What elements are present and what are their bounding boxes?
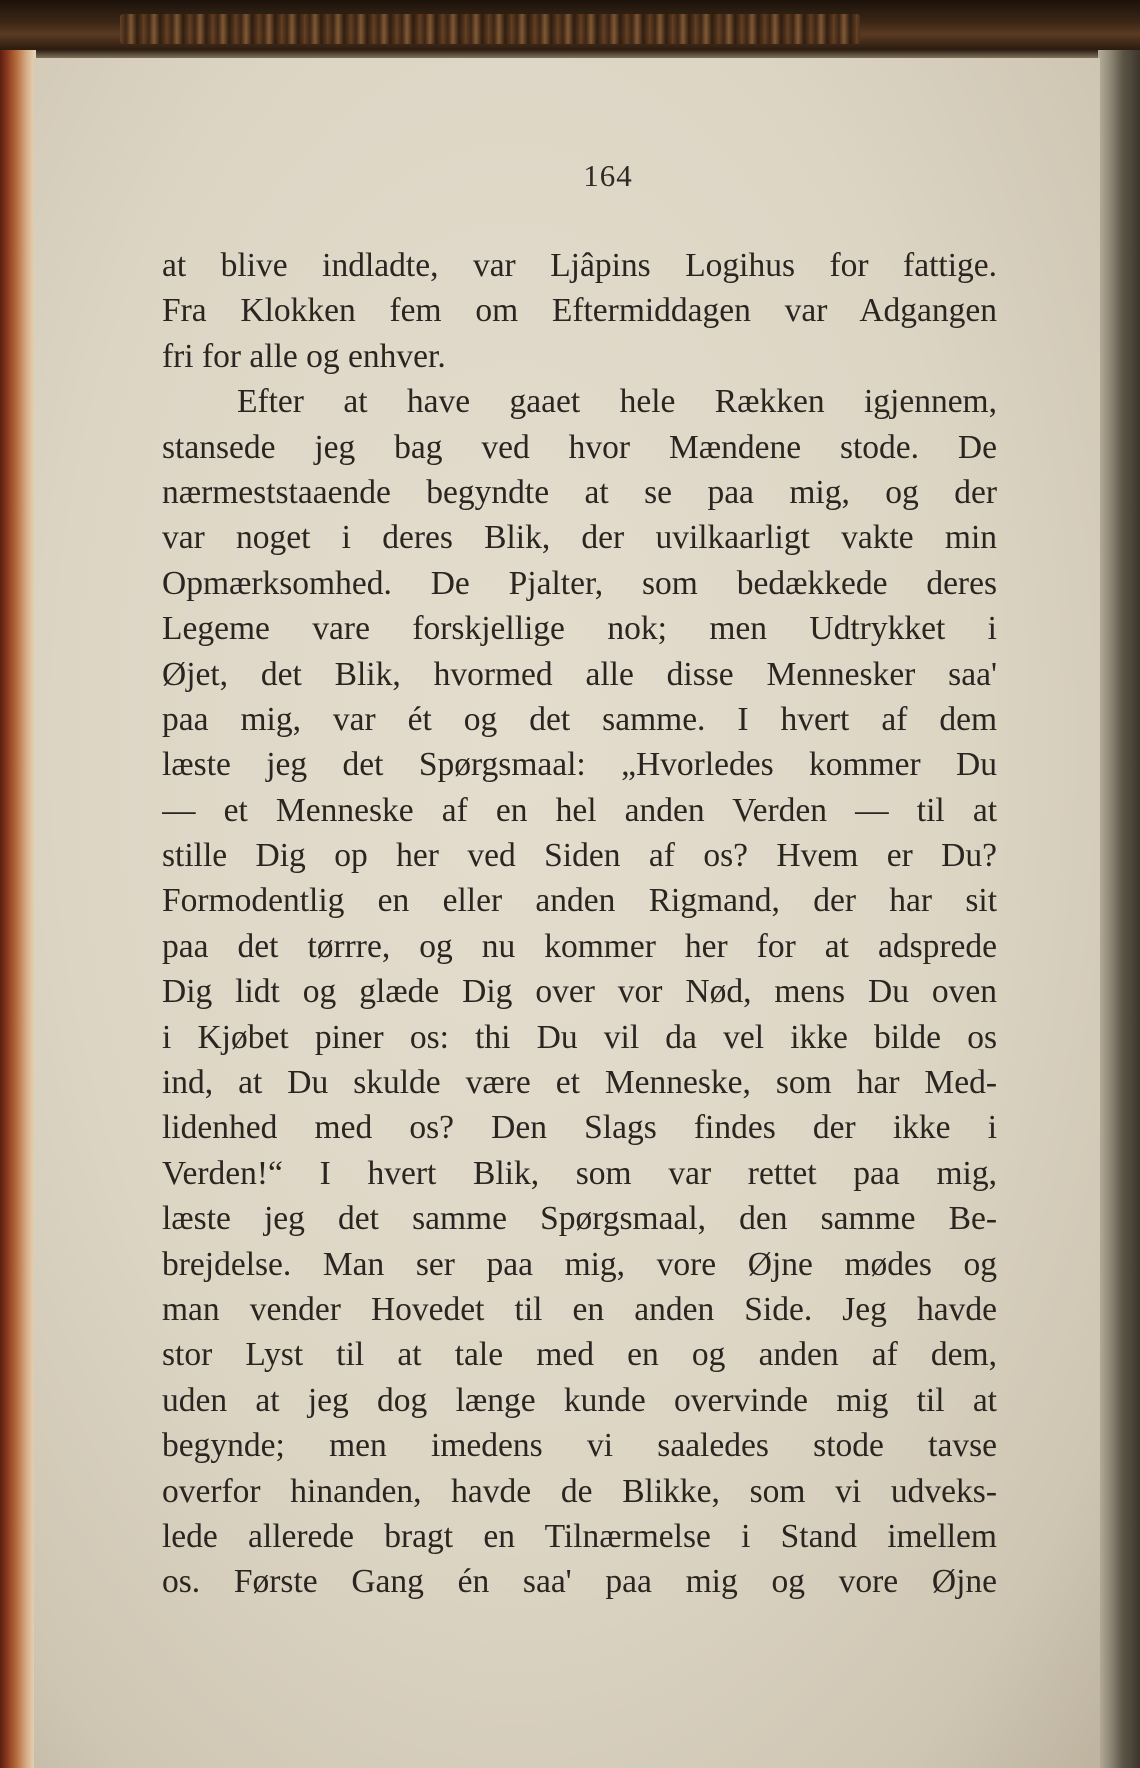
text-line: Dig lidt og glæde Dig over vor Nød, mens Du oven [162,973,997,1011]
text-line: Verden!“ I hvert Blik, som var rettet paa mig, [162,1154,997,1192]
text-line: lede allerede bragt en Tilnærmelse i Stand imellem [162,1517,997,1555]
text-line: overfor hinanden, havde de Blikke, som vi udveks- [162,1472,997,1510]
text-line: Øjet, det Blik, hvormed alle disse Mennesker saa' [162,655,997,693]
page-stack-right-edge [1098,50,1140,1768]
text-line: lidenhed med os? Den Slags findes der ikke i [162,1109,997,1147]
text-line: ind, at Du skulde være et Menneske, som har Med- [162,1064,997,1102]
text-line: at blive indladte, var Ljâpins Logihus for fattige. [162,247,997,284]
text-line: Efter at have gaaet hele Rækken igjennem, [237,383,997,421]
text-line: Fra Klokken fem om Eftermiddagen var Adgangen [162,292,997,330]
text-line: stille Dig op her ved Siden af os? Hvem er Du? [162,837,997,875]
page-number: 164 [583,158,633,193]
text-line: begynde; men imedens vi saaledes stode tavse [162,1427,997,1465]
text-line: paa mig, var ét og det samme. I hvert af dem [162,700,997,738]
text-line: fri for alle og enhver. [162,337,446,375]
text-line: man vender Hovedet til en anden Side. Jeg havde [162,1290,997,1328]
text-line: brejdelse. Man ser paa mig, vore Øjne mødes og [162,1245,997,1283]
binding-texture [120,14,860,44]
body-text [162,243,997,1605]
text-line: — et Menneske af en hel anden Verden — til at [162,791,997,829]
text-line: uden at jeg dog længe kunde overvinde mig til at [162,1381,997,1419]
text-line: læste jeg det Spørgsmaal: „Hvorledes kommer Du [162,746,997,784]
text-line: Formodentlig en eller anden Rigmand, der har sit [162,882,997,920]
text-line: nærmeststaaende begyndte at se paa mig, og der [162,473,997,511]
text-line: i Kjøbet piner os: thi Du vil da vel ikke bilde os [162,1018,997,1056]
book-binding-top [0,0,1140,62]
book-spine-left-edge [0,50,36,1768]
text-line: stor Lyst til at tale med en og anden af dem, [162,1336,997,1374]
text-line: stansede jeg bag ved hvor Mændene stode. De [162,428,997,466]
text-line: læste jeg det samme Spørgsmaal, den samme Be- [162,1200,997,1238]
text-line: Legeme vare forskjellige nok; men Udtrykket i [162,610,997,648]
text-line: Opmærksomhed. De Pjalter, som bedækkede deres [162,564,997,602]
text-line: paa det tørrre, og nu kommer her for at adsprede [162,927,997,965]
text-line: var noget i deres Blik, der uvilkaarligt vakte min [162,519,997,557]
text-line: os. Første Gang én saa' paa mig og vore Øjne [162,1563,997,1601]
